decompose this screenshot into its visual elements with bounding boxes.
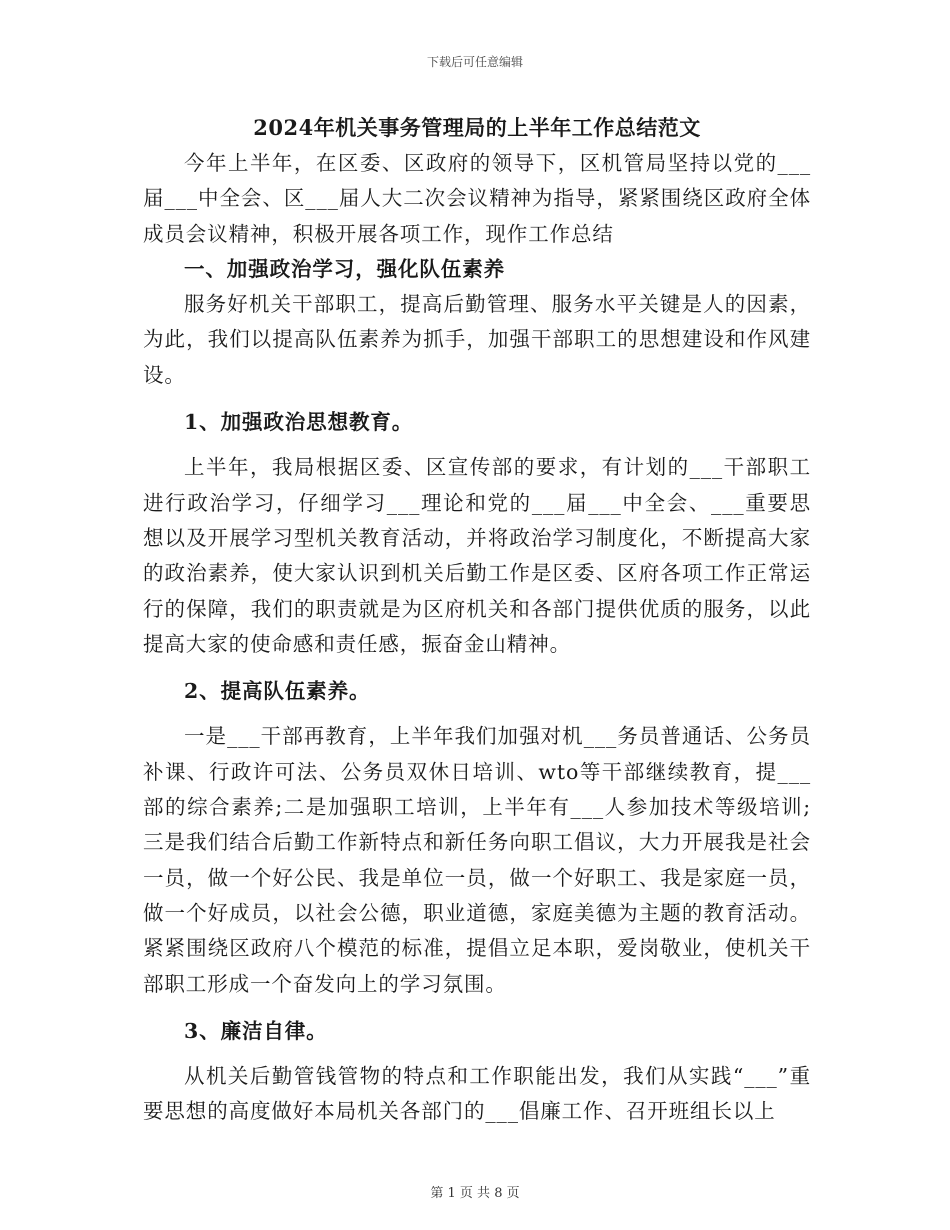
subsection-1-heading: 1、加强政治思想教育。 <box>184 410 414 435</box>
subsection-3-paragraph: 从机关后勤管钱管物的特点和工作职能出发，我们从实践“___”重要思想的高度做好本局机关各部门的___倡廉工作、召开班组长以上 <box>143 1064 811 1124</box>
document-body <box>143 112 811 1130</box>
section-1-heading: 一、加强政治学习，强化队伍素养 <box>184 256 505 281</box>
page-header-note: 下载后可任意编辑 <box>426 55 523 69</box>
subsection-1-paragraph: 上半年，我局根据区委、区宣传部的要求，有计划的___干部职工进行政治学习，仔细学习___理论和党的___届___中全会、___重要思想以及开展学习型机关教育活动，并将政治学习制度化，不断提高大家的政治素养，使大家认识到机关后勤工作是区委、区府各项工作正常运行的保障，我们的职责就是为区府机关和各部门提供优质的服务，以此提高大家的使命感和责任感，振奋金山精神。 <box>143 455 811 656</box>
subsection-2-heading: 2、提高队伍素养。 <box>184 679 371 704</box>
intro-paragraph: 今年上半年，在区委、区政府的领导下，区机管局坚持以党的___届___中全会、区___届人大二次会议精神为指导，紧紧围绕区政府全体成员会议精神，积极开展各项工作，现作工作总结 <box>143 151 811 246</box>
subsection-2-paragraph: 一是___干部再教育，上半年我们加强对机___务员普通话、公务员补课、行政许可法、公务员双休日培训、wto等干部继续教育，提___部的综合素养;二是加强职工培训，上半年有___人参加技术等级培训;三是我们结合后勤工作新特点和新任务向职工倡议，大力开展我是社会一员，做一个好公民、我是单位一员，做一个好职工、我是家庭一员，做一个好成员，以社会公德，职业道德，家庭美德为主题的教育活动。紧紧围绕区政府八个模范的标准，提倡立足本职，爱岗敬业，使机关干部职工形成一个奋发向上的学习氛围。 <box>143 724 811 996</box>
document-title: 2024年机关事务管理局的上半年工作总结范文 <box>253 115 701 140</box>
section-1-intro-paragraph: 服务好机关干部职工，提高后勤管理、服务水平关键是人的因素，为此，我们以提高队伍素养为抓手，加强干部职工的思想建设和作风建设。 <box>143 292 811 387</box>
page-number-footer: 第 1 页 共 8 页 <box>430 1186 520 1201</box>
subsection-3-heading: 3、廉洁自律。 <box>184 1018 328 1043</box>
